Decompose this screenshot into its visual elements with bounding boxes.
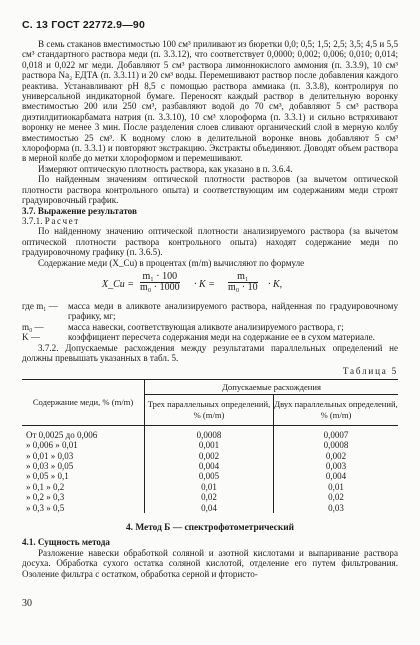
table-cell: » 0,1 » 0,2 xyxy=(22,482,145,492)
formula-lhs: X_Cu = xyxy=(102,278,135,290)
table-cell: 0,004 xyxy=(325,471,347,482)
page-header: С. 13 ГОСТ 22772.9—90 xyxy=(22,19,145,31)
paragraph: В семь стаканов вместимостью 100 см³ приливают из бюретки 0,0; 0,5; 1,5; 2,5; 3,5; 4,5 и 5,5 см³ стандартного раствора меди (п. 3.3.12), что соответствует 0,0000; 0,002; 0,006; 0,010; 0,014; 0,018 и 0,022 мг меди. Добавляют 5 см³ раствора лимоннокислого аммония (п. 3.3.9), 10 см³ раствора Na₂ ЕДТА (п. 3.3.11) и 20 см³ воды. Перемешивают раствор после добавления каждого реактива. Устанавливают pH 8,5 с помощью раствора аммиака (п. 3.3.8), контролируя по универсальной индикаторной бумаге. Переносят каждый раствор в делительную воронку вместимостью 200 или 250 см³, разбавляют водой до 70 см³, добавляют 5 см³ раствора диэтилдитиокарбамата натрия (п. 3.3.10), 10 см³ хлороформа (п. 3.3.1) и сильно встряхивают воронку не менее 3 мин. После разделения слоев сливают органический слой в мерную колбу вместимостью 25 см³. К водному слою в делительной воронке вновь добавляют 5 см³ хлороформа (п. 3.3.1) и повторяют экстракцию. Экстракты объединяют. Доводят объем раствора в мерной колбе до метки хлороформом и перемешивают. xyxy=(22,39,398,164)
table-cell: 0,02 xyxy=(145,492,274,502)
formula xyxy=(22,272,398,298)
table-row xyxy=(22,503,398,513)
table-cell: 0,01 xyxy=(145,482,274,492)
table-cell: 0,01 xyxy=(328,481,344,492)
data-table xyxy=(22,379,398,513)
table-cell: » 0,2 » 0,3 xyxy=(22,492,145,502)
col-header: Содержание меди, % (m/m) xyxy=(22,379,145,425)
method-heading: 4. Метод Б — спектрофотометрический xyxy=(125,523,295,534)
paragraph: По найденным значениям оптической плотности растворов (за вычетом оптической плотности раствора контрольного опыта) и соответствующим им содержаниям меди строят градуировочный график. xyxy=(22,174,398,206)
table-cell: 0,0008 xyxy=(323,440,349,451)
fraction-1: $\frac{\text{m₁ · 100}}{\text{m₀ · 1000}}$ xyxy=(140,270,180,294)
formula-legend: где m₁ — масса меди в аликвоте анализируемого раствора, найденная по градуировочному графику, мг; m₀ — масса навески, соответствующая аликвоте анализируемого раствора, г; K — коэффициент пересчета содержания меди на содержание ее в сухом материале. xyxy=(22,300,398,343)
table-cell: 0,04 xyxy=(145,503,274,513)
page-body xyxy=(22,39,398,579)
table-row xyxy=(22,471,398,481)
table-cell: 0,005 xyxy=(145,471,274,481)
table-cell: От 0,0025 до 0,006 xyxy=(22,425,145,440)
section-heading: 4.1. Сущность метода xyxy=(22,537,110,548)
table-row xyxy=(22,482,398,492)
paragraph: Содержание меди (X_Cu) в процентах (m/m) вычисляют по формуле xyxy=(38,257,305,268)
fraction-2: $\frac{\text{m₁}}{\text{m₀ · 10}}$ xyxy=(228,270,258,294)
table-cell: 0,03 xyxy=(328,502,344,513)
formula-tail: · K, xyxy=(268,278,283,290)
col-header: Двух параллельных определений, % (m/m) xyxy=(274,394,399,425)
table-row xyxy=(22,461,398,471)
formula-mid: · K = xyxy=(194,278,215,290)
table-cell: » 0,03 » 0,05 xyxy=(22,461,145,471)
paragraph: Измеряют оптическую плотность раствора, как указано в п. 3.6.4. xyxy=(38,163,293,174)
section-heading: 3.7. Выражение результатов xyxy=(22,205,137,216)
col-header: Трех параллельных определений, % (m/m) xyxy=(145,394,274,425)
table-cell: » 0,05 » 0,1 xyxy=(22,471,145,481)
table-cell: » 0,3 » 0,5 xyxy=(22,503,145,513)
table-cell: » 0,01 » 0,03 xyxy=(22,451,145,461)
paragraph: Разложение навески обработкой соляной и азотной кислотами и выпаривание раствора досуха. Обработка сухого остатка соляной кислотой, отделение его путем фильтрования. Озоление фильтра с остатком, обработка серной и фтористо- xyxy=(22,547,398,579)
table-row xyxy=(22,425,398,440)
subsection-heading: 3.7.1. Расчет xyxy=(22,215,80,226)
table-cell: 0,0008 xyxy=(145,425,274,440)
table-cell: 0,004 xyxy=(145,461,274,471)
table-row xyxy=(22,440,398,450)
col-group-header: Допускаемые расхождения xyxy=(145,379,399,394)
table-caption: Таблица 5 xyxy=(342,366,398,377)
table-cell: » 0,006 » 0,01 xyxy=(22,440,145,450)
table-row xyxy=(22,492,398,502)
table-cell: 0,002 xyxy=(145,451,274,461)
paragraph: 3.7.2. Допускаемые расхождения между результатами параллельных определений не должны превышать указанных в табл. 5. xyxy=(22,342,398,363)
table-row xyxy=(22,451,398,461)
paragraph: По найденному значению оптической плотности анализируемого раствора (за вычетом оптической плотности раствора контрольного опыта) находят содержание меди по градуировочному графику (п. 3.6.5). xyxy=(22,226,398,258)
table-cell: 0,002 xyxy=(325,450,347,461)
table-cell: 0,0007 xyxy=(323,429,349,440)
page-number: 30 xyxy=(22,598,32,609)
table-cell: 0,003 xyxy=(325,461,347,471)
table-cell: 0,001 xyxy=(145,440,274,450)
table-cell: 0,02 xyxy=(328,492,344,503)
